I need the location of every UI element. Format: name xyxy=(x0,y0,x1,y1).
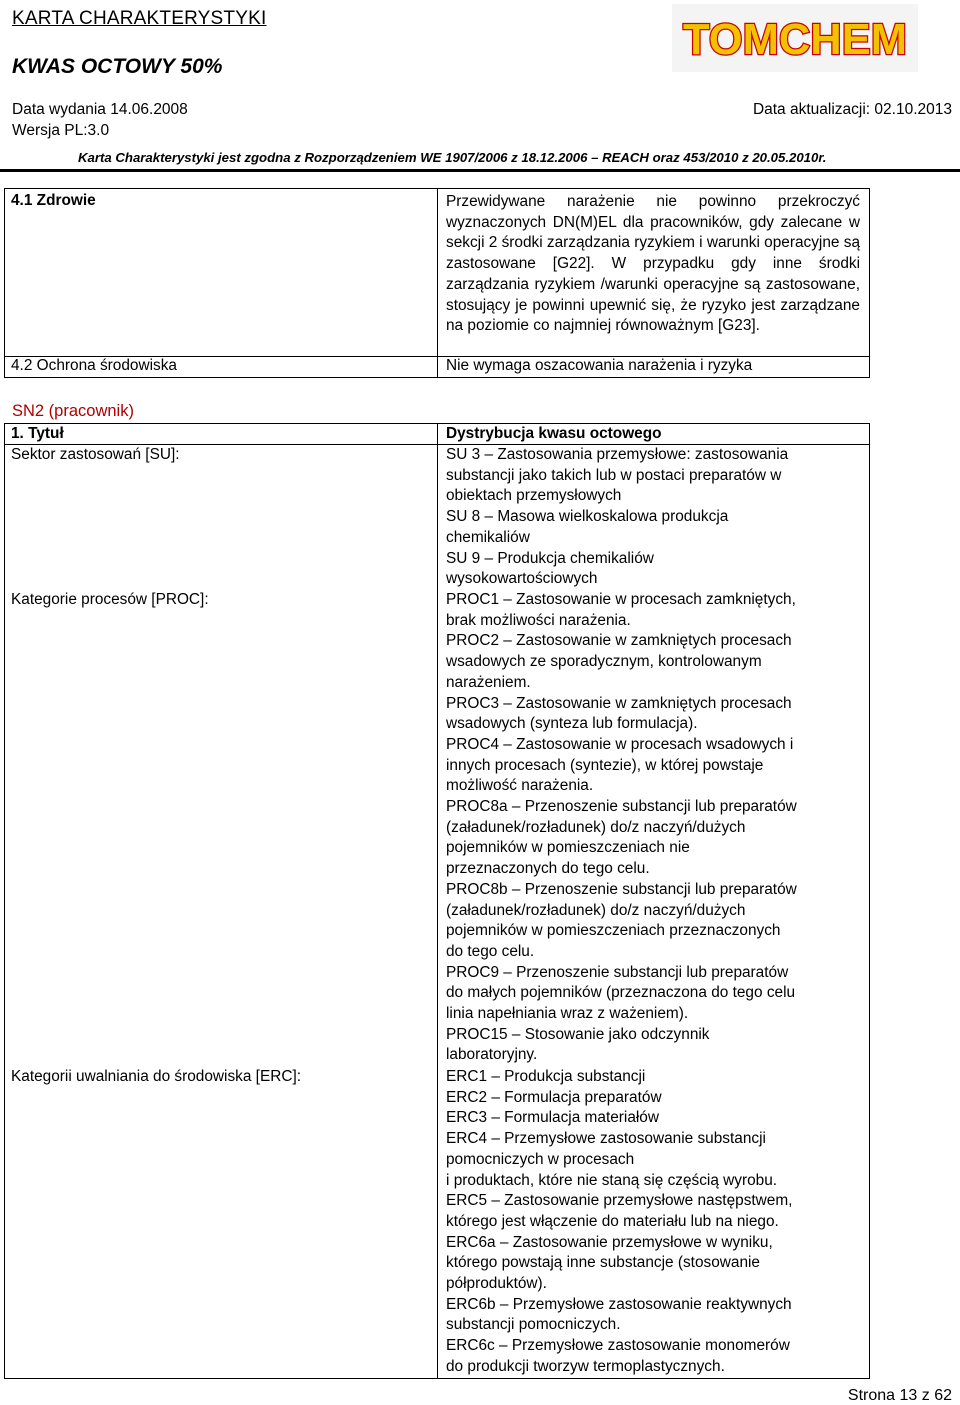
env-label: 4.2 Ochrona środowiska xyxy=(11,357,177,374)
erc-line: ERC5 – Zastosowanie przemysłowe następstwem, xyxy=(446,1192,793,1210)
proc-line: laboratoryjny. xyxy=(446,1046,538,1064)
proc-line: PROC9 – Przenoszenie substancji lub preparatów xyxy=(446,963,789,981)
title-value: Dystrybucja kwasu octowego xyxy=(446,425,662,442)
table1-env-right xyxy=(437,356,870,378)
proc-line: wsadowych (synteza lub formulacja). xyxy=(446,715,698,733)
proc-line: brak możliwości narażenia. xyxy=(446,611,631,629)
section-heading: SN2 (pracownik) xyxy=(12,402,134,420)
table2-title-right xyxy=(437,423,870,445)
erc-line: do produkcji tworzyw termoplastycznych. xyxy=(446,1357,725,1375)
table2-body-right xyxy=(437,444,870,1379)
proc-line: narażeniem. xyxy=(446,673,531,691)
proc-line: PROC8a – Przenoszenie substancji lub preparatów xyxy=(446,798,797,816)
proc-line: (załadunek/rozładunek) do/z naczyń/dużych xyxy=(446,818,746,836)
proc-line: do małych pojemników (przeznaczona do tego celu xyxy=(446,984,796,1002)
update-date: Data aktualizacji: 02.10.2013 xyxy=(752,101,952,118)
proc-line: wsadowych ze sporadycznym, kontrolowanym xyxy=(446,653,762,671)
su-line: chemikaliów xyxy=(446,528,530,546)
erc-line: pomocniczych w procesach xyxy=(446,1150,635,1168)
table1-health-left xyxy=(4,188,438,357)
erc-line: substancji pomocniczych. xyxy=(446,1316,621,1334)
proc-line: do tego celu. xyxy=(446,942,535,960)
header-divider xyxy=(0,169,960,172)
health-label: 4.1 Zdrowie xyxy=(11,192,96,209)
erc-line: ERC6c – Przemysłowe zastosowanie monomerów xyxy=(446,1337,790,1355)
erc-line: ERC6b – Przemysłowe zastosowanie reaktywnych xyxy=(446,1295,792,1313)
su-line: SU 8 – Masowa wielkoskalowa produkcja xyxy=(446,508,729,526)
erc-line: półproduktów). xyxy=(446,1275,547,1293)
erc-line: ERC4 – Przemysłowe zastosowanie substancji xyxy=(446,1130,766,1148)
proc-line: PROC2 – Zastosowanie w zamkniętych procesach xyxy=(446,632,792,650)
erc-line: którego jest włączenie do materiału lub na niego. xyxy=(446,1212,779,1230)
erc-list xyxy=(446,1067,792,1378)
su-line: SU 3 – Zastosowania przemysłowe: zastosowania xyxy=(446,446,789,463)
proc-label: Kategorie procesów [PROC]: xyxy=(11,591,209,608)
title-label: 1. Tytuł xyxy=(11,425,64,442)
proc-line: pojemników w pomieszczeniach nie xyxy=(446,839,690,857)
table2-title-left xyxy=(4,423,438,445)
erc-label: Kategorii uwalniania do środowiska [ERC]: xyxy=(11,1068,302,1085)
version: Wersja PL:3.0 xyxy=(12,122,110,139)
erc-line: ERC6a – Zastosowanie przemysłowe w wyniku, xyxy=(446,1233,773,1251)
su-line: SU 9 – Produkcja chemikaliów xyxy=(446,549,654,567)
tomchem-logo xyxy=(672,4,918,72)
proc-line: PROC15 – Stosowanie jako odczynnik xyxy=(446,1025,710,1043)
page-number: Strona 13 z 62 xyxy=(847,1387,952,1404)
proc-line: PROC4 – Zastosowanie w procesach wsadowych i xyxy=(446,735,794,753)
proc-line: przeznaczonych do tego celu. xyxy=(446,860,650,878)
proc-list xyxy=(446,590,797,1066)
proc-line: (załadunek/rozładunek) do/z naczyń/dużych xyxy=(446,901,746,919)
proc-line: możliwość narażenia. xyxy=(446,777,594,795)
table1-env-left xyxy=(4,356,438,378)
proc-line: innych procesach (syntezie), w której powstaje xyxy=(446,756,764,774)
erc-line: ERC1 – Produkcja substancji xyxy=(446,1068,646,1085)
su-line: obiektach przemysłowych xyxy=(446,487,622,505)
su-label: Sektor zastosowań [SU]: xyxy=(11,446,180,463)
table2-body-left xyxy=(4,444,438,1379)
issue-date: Data wydania 14.06.2008 xyxy=(12,101,188,118)
su-line: wysokowartościowych xyxy=(446,570,598,588)
erc-line: ERC2 – Formulacja preparatów xyxy=(446,1088,662,1106)
erc-line: którego powstają inne substancje (stosowanie xyxy=(446,1254,760,1272)
proc-line: pojemników w pomieszczeniach przeznaczonych xyxy=(446,922,781,940)
su-line: substancji jako takich lub w postaci preparatów w xyxy=(446,466,782,484)
env-text: Nie wymaga oszacowania narażenia i ryzyka xyxy=(446,357,753,374)
proc-line: PROC1 – Zastosowanie w procesach zamkniętych, xyxy=(446,591,796,608)
document-title: KARTA CHARAKTERYSTYKI xyxy=(12,8,267,29)
proc-line: PROC8b – Przenoszenie substancji lub preparatów xyxy=(446,880,797,898)
su-list xyxy=(446,445,788,590)
logo-text: TOMCHEM xyxy=(683,15,907,64)
proc-line: linia napełniania wraz z ważeniem). xyxy=(446,1005,689,1023)
table1-health-right xyxy=(437,188,870,357)
erc-line: i produktach, które nie staną się częścią wyrobu. xyxy=(446,1171,778,1189)
regulation-note: Karta Charakterystyki jest zgodna z Rozporządzeniem WE 1907/2006 z 18.12.2006 – REACH oraz 453/2010 z 20.05.2010r. xyxy=(78,150,827,165)
product-name: KWAS OCTOWY 50% xyxy=(12,55,223,78)
erc-line: ERC3 – Formulacja materiałów xyxy=(446,1109,659,1127)
proc-line: PROC3 – Zastosowanie w zamkniętych procesach xyxy=(446,694,792,712)
health-text: Przewidywane narażenie nie powinno przekroczyć wyznaczonych DN(M)EL dla pracowników, gdy zalecane w sekcji 2 środki zarządzania ryzykiem i warunki operacyjne są zastosowane [G22]. W przypadku gdy inne środki zarządzania ryzykiem /warunki operacyjne są zastosowane, stosujący je powinni upewnić się, że ryzyko jest zarządzane na poziomie co najmniej równoważnym [G23]. xyxy=(446,193,860,335)
